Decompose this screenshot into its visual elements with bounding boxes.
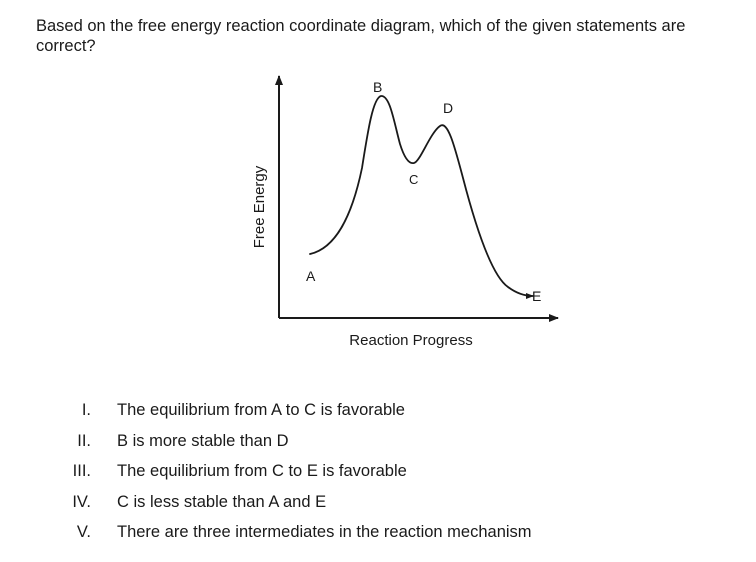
question-text: Based on the free energy reaction coordinate diagram, which of the given statements are correct?: [36, 17, 686, 55]
statement-text: The equilibrium from A to C is favorable: [117, 401, 405, 419]
point-label-b: B: [373, 79, 383, 95]
point-label-e: E: [532, 288, 542, 304]
statement-numeral: III.: [72, 462, 91, 480]
statement-numeral: V.: [76, 523, 91, 541]
point-label-a: A: [306, 268, 316, 284]
statement-text: The equilibrium from C to E is favorable: [117, 462, 407, 480]
x-axis-label: Reaction Progress: [349, 332, 473, 349]
statement-numeral: II.: [77, 431, 91, 450]
energy-curve: [310, 96, 533, 296]
statement-text: C is less stable than A and E: [117, 492, 327, 511]
statement-text: There are three intermediates in the reaction mechanism: [117, 523, 532, 541]
statement-text: B is more stable than D: [117, 431, 289, 450]
y-axis-label: Free Energy: [251, 165, 268, 249]
point-label-c: C: [409, 172, 419, 187]
statement-numeral: I.: [81, 401, 91, 419]
point-label-d: D: [443, 100, 454, 116]
statement-numeral: IV.: [72, 492, 91, 511]
